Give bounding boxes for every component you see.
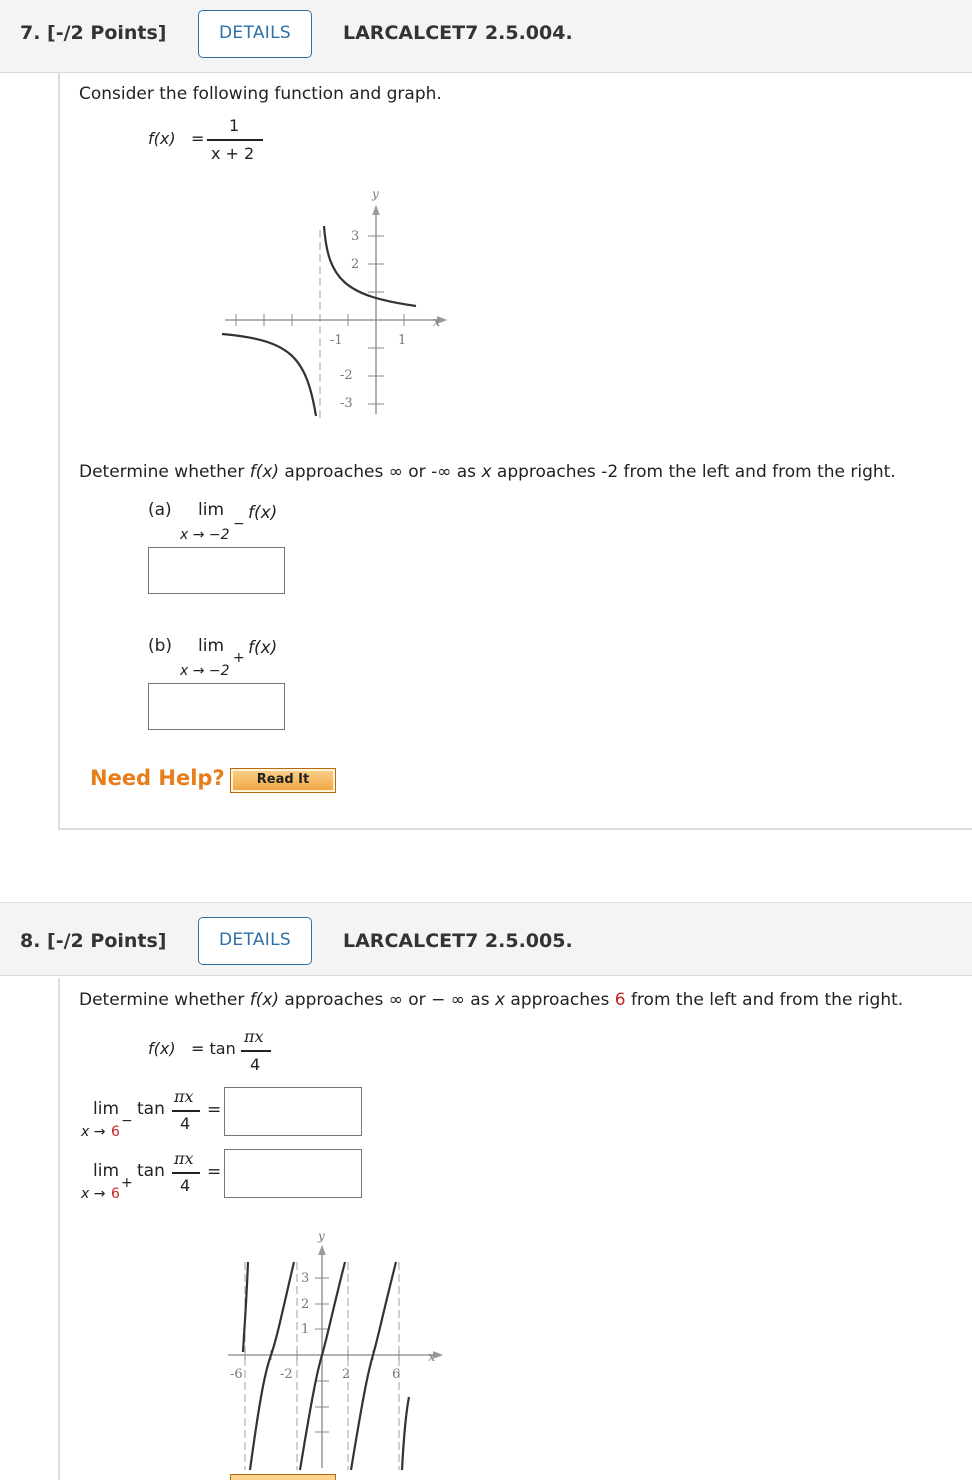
q8-graph [220, 1222, 450, 1472]
q7-y-label: y [372, 187, 379, 201]
q8-details-button[interactable]: DETAILS [198, 917, 312, 965]
q8-right-sub-val: 6 [111, 1186, 120, 1202]
q7-prompt-fx: f(x) [249, 462, 280, 482]
q7-details-button[interactable]: DETAILS [198, 10, 312, 58]
q8-left-sup: − [121, 1113, 133, 1129]
q8-right-eq: = [207, 1162, 222, 1182]
q7-x-tick-1: 1 [398, 333, 407, 348]
q8-read-it-button-partial[interactable] [230, 1474, 336, 1480]
q7-part-b-lim: lim [198, 636, 225, 656]
q7-graph [220, 180, 460, 420]
q8-y-tick-2: 2 [301, 1297, 310, 1312]
q8-y-label: y [318, 1229, 325, 1243]
q8-right-fraction-bar [172, 1172, 200, 1174]
q7-function-lhs: f(x) [148, 129, 176, 148]
q8-prompt [79, 990, 903, 1010]
q8-y-tick-3: 3 [301, 1271, 310, 1286]
q8-prompt-value: 6 [614, 990, 626, 1010]
q8-fraction-bar [241, 1050, 271, 1052]
q8-left-eq: = [207, 1100, 222, 1120]
q8-x-tick-2: 2 [342, 1367, 351, 1382]
q7-curve-right [324, 226, 416, 306]
read-it-button[interactable]: Read It [230, 768, 336, 793]
q8-prompt-mid1: approaches ∞ or − ∞ as [279, 990, 495, 1010]
q8-left-fraction-bar [172, 1110, 200, 1112]
q8-branch-4 [351, 1262, 396, 1470]
q8-prompt-x: x [494, 990, 506, 1010]
q8-curves [243, 1262, 409, 1470]
q7-function-eq: = [191, 129, 205, 148]
q7-part-a-lim: lim [198, 500, 225, 520]
q8-y-tick-1: 1 [301, 1322, 310, 1337]
q8-x-label: x [428, 1350, 436, 1365]
q8-left-lim: lim [93, 1099, 120, 1119]
q8-left-tan: tan [137, 1099, 165, 1119]
q7-prompt-pre: Determine whether [79, 462, 250, 482]
q8-left-sub-val: 6 [111, 1124, 120, 1140]
q7-part-a-label: (a) [148, 500, 172, 520]
q7-y-tick-2: 2 [351, 257, 360, 272]
q8-prompt-end: from the left and from the right. [625, 990, 904, 1010]
q7-part-b-sub: x → −2 [180, 663, 230, 679]
q8-right-answer-input[interactable] [224, 1149, 362, 1198]
q7-y-tick-neg3: -3 [340, 396, 353, 411]
q7-x-tick-neg1: -1 [330, 333, 343, 348]
q8-x-tick-neg6: -6 [230, 1367, 243, 1382]
q7-function-numerator: 1 [229, 116, 240, 135]
q7-code: LARCALCET7 2.5.004. [343, 22, 573, 44]
q8-code: LARCALCET7 2.5.005. [343, 930, 573, 952]
q7-header [0, 0, 972, 73]
q7-function-denominator: x + 2 [211, 144, 255, 163]
q8-left-denominator: 4 [180, 1114, 191, 1133]
q7-prompt-x: x [481, 462, 492, 482]
q7-part-a-sub: x → −2 [180, 527, 230, 543]
q7-part-a-fx: f(x) [248, 503, 278, 523]
q8-x-tick-neg2: -2 [280, 1367, 293, 1382]
q7-fraction-bar [207, 139, 263, 141]
q8-right-sup: + [121, 1175, 133, 1191]
q8-right-denominator: 4 [180, 1176, 191, 1195]
q7-part-b-sup: + [233, 650, 245, 666]
q7-curve-left [222, 334, 316, 416]
q7-number: 7. [-/2 Points] [20, 22, 167, 44]
q8-left-answer-input[interactable] [224, 1087, 362, 1136]
q7-part-a-answer-input[interactable] [148, 547, 285, 594]
q7-x-label: x [433, 315, 441, 330]
q8-x-tick-6: 6 [392, 1367, 401, 1382]
q7-part-b-fx: f(x) [248, 638, 278, 658]
q7-part-b-label: (b) [148, 636, 173, 656]
q8-function-denominator: 4 [250, 1055, 261, 1074]
q8-left-sub-x: x → [81, 1124, 106, 1140]
q8-header [0, 902, 972, 976]
q8-function-numerator: πx [244, 1027, 264, 1046]
q8-branch-2 [250, 1262, 294, 1470]
q8-right-tan: tan [137, 1161, 165, 1181]
q7-part-a-sup: − [233, 516, 245, 532]
q8-function-lhs: f(x) [148, 1039, 176, 1058]
q8-prompt-mid2: approaches [505, 990, 615, 1010]
q7-intro: Consider the following function and graph. [79, 84, 442, 104]
q7-y-tick-neg2: -2 [340, 368, 353, 383]
q7-prompt-mid2: approaches -2 from the left and from the right. [491, 462, 896, 482]
q7-y-tick-3: 3 [351, 229, 360, 244]
q8-prompt-fx: f(x) [249, 990, 280, 1010]
q7-prompt-mid1: approaches ∞ or -∞ as [279, 462, 482, 482]
q8-prompt-pre: Determine whether [79, 990, 250, 1010]
q8-function-eq: = tan [191, 1039, 236, 1058]
q8-right-lim: lim [93, 1161, 120, 1181]
q7-part-b-answer-input[interactable] [148, 683, 285, 730]
q8-left-numerator: πx [174, 1087, 194, 1106]
q7-prompt [79, 462, 896, 482]
q8-right-sub-x: x → [81, 1186, 106, 1202]
q8-number: 8. [-/2 Points] [20, 930, 167, 952]
need-help-label: Need Help? [90, 766, 225, 790]
q8-right-numerator: πx [174, 1149, 194, 1168]
q8-branch-5 [402, 1397, 409, 1470]
